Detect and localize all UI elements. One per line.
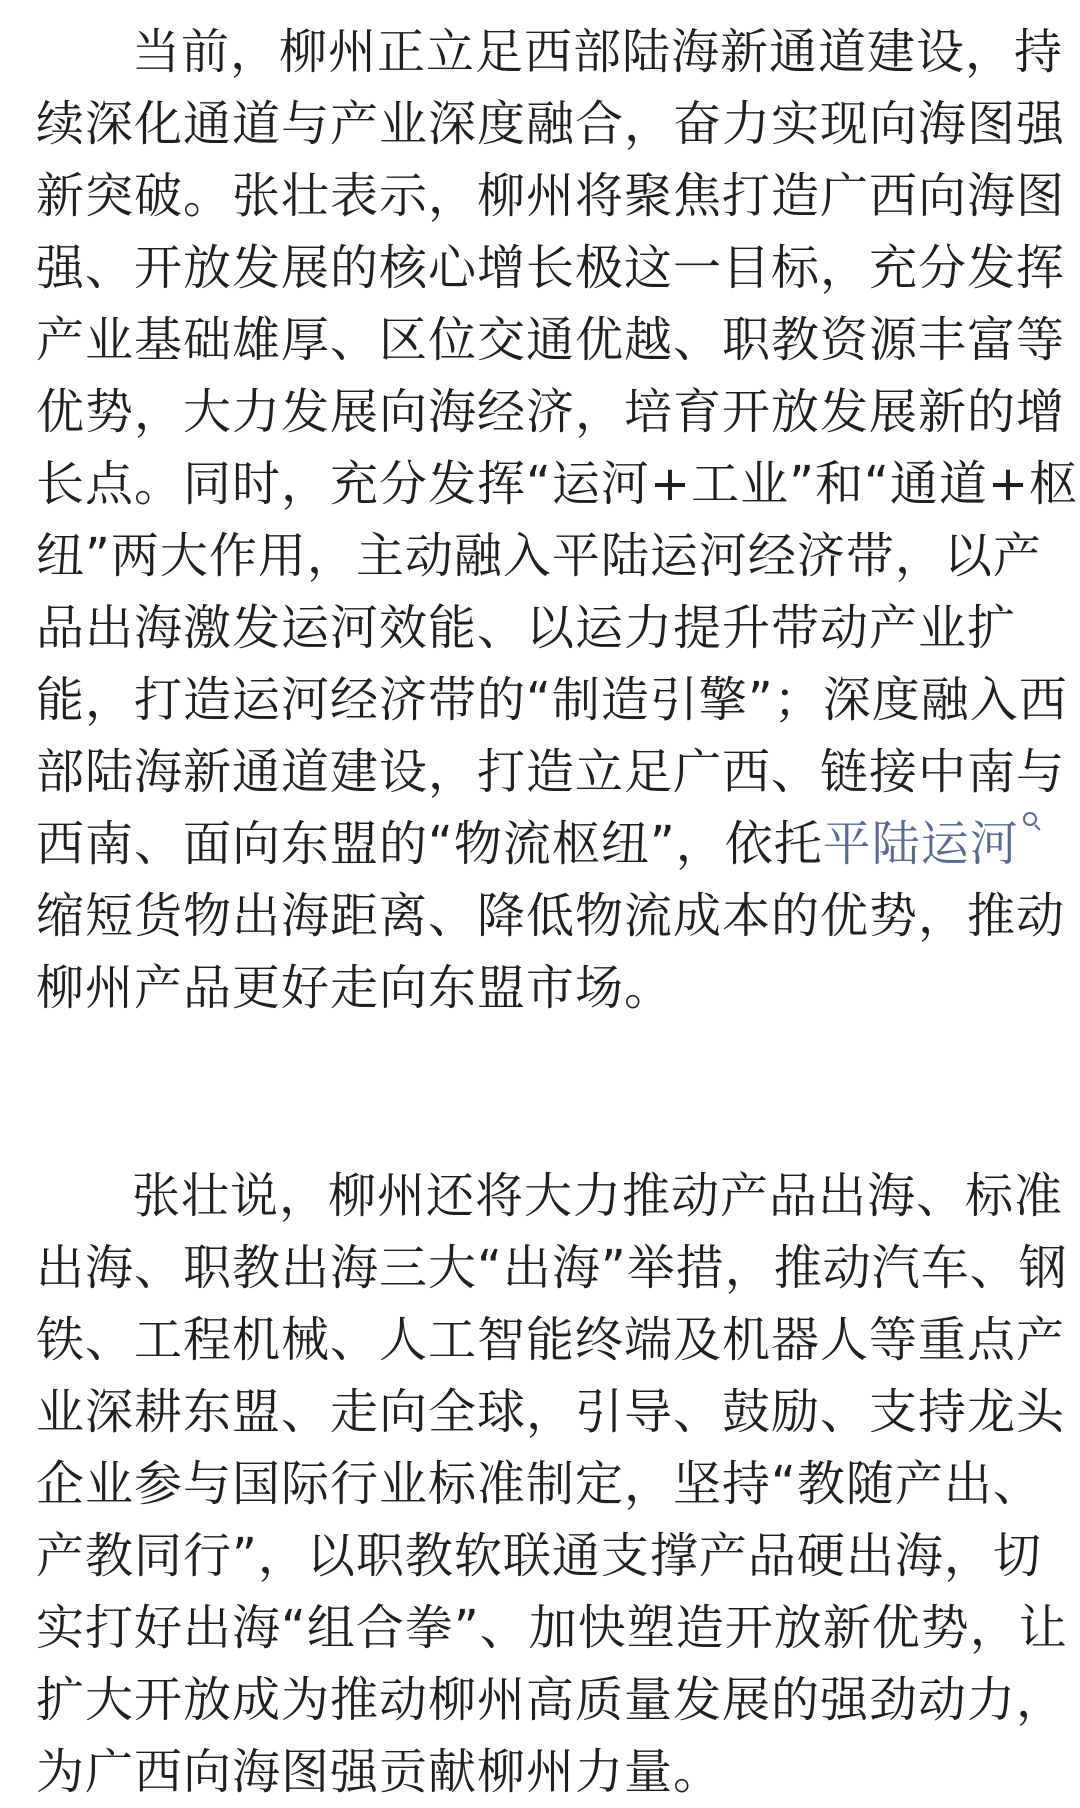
paragraph-line: 能，打造运河经济带的“制造引擎”；深度融入西 bbox=[36, 672, 1068, 728]
paragraph-line: 出海、职教出海三大“出海”举措，推动汽车、钢 bbox=[36, 1240, 1068, 1296]
paragraph-1 bbox=[36, 16, 1079, 1024]
paragraph-line: 张壮说，柳州还将大力推动产品出海、标准 bbox=[132, 1168, 1064, 1224]
paragraph-line: 优势，大力发展向海经济，培育开放发展新的增 bbox=[36, 384, 1066, 440]
paragraph-line-with-link bbox=[36, 808, 1044, 880]
paragraph-line: 为广西向海图强贡献柳州力量。 bbox=[36, 1744, 723, 1800]
paragraph-line: 品出海激发运河效能、以运力提升带动产业扩 bbox=[36, 600, 1017, 656]
keyword-search-link[interactable] bbox=[823, 816, 1043, 872]
article-body bbox=[36, 16, 1079, 1808]
paragraph-line: 续深化通道与产业深度融合，奋力实现向海图强 bbox=[36, 96, 1066, 152]
paragraph-spacer bbox=[36, 1024, 1044, 1160]
paragraph-line: 纽”两大作用，主动融入平陆运河经济带，以产 bbox=[36, 528, 1042, 584]
paragraph-line: 长点。同时，充分发挥“运河+工业”和“通道+枢 bbox=[36, 456, 1079, 512]
paragraph-line: 铁、工程机械、人工智能终端及机器人等重点产 bbox=[36, 1312, 1066, 1368]
line-text: 西南、面向东盟的“物流枢纽”，依托 bbox=[36, 816, 823, 872]
paragraph-line: 缩短货物出海距离、降低物流成本的优势，推动 bbox=[36, 888, 1066, 944]
paragraph-line: 部陆海新通道建设，打造立足广西、链接中南与 bbox=[36, 744, 1066, 800]
paragraph-line: 产教同行”，以职教软联通支撑产品硬出海，切 bbox=[36, 1528, 1042, 1584]
paragraph-line: 扩大开放成为推动柳州高质量发展的强劲动力， bbox=[36, 1672, 1066, 1728]
paragraph-line: 新突破。张壮表示，柳州将聚焦打造广西向海图 bbox=[36, 168, 1066, 224]
link-text: 平陆运河 bbox=[822, 816, 1019, 872]
paragraph-line: 当前，柳州正立足西部陆海新通道建设，持 bbox=[132, 24, 1064, 80]
paragraph-line: 柳州产品更好走向东盟市场。 bbox=[36, 960, 674, 1016]
paragraph-line: 企业参与国际行业标准制定，坚持“教随产出、 bbox=[36, 1456, 1042, 1512]
search-icon bbox=[1023, 812, 1043, 832]
paragraph-line: 产业基础雄厚、区位交通优越、职教资源丰富等 bbox=[36, 312, 1066, 368]
paragraph-line: 业深耕东盟、走向全球，引导、鼓励、支持龙头 bbox=[36, 1384, 1066, 1440]
paragraph-2 bbox=[36, 1160, 1068, 1808]
paragraph-line: 强、开放发展的核心增长极这一目标，充分发挥 bbox=[36, 240, 1066, 296]
paragraph-line: 实打好出海“组合拳”、加快塑造开放新优势，让 bbox=[36, 1600, 1068, 1656]
